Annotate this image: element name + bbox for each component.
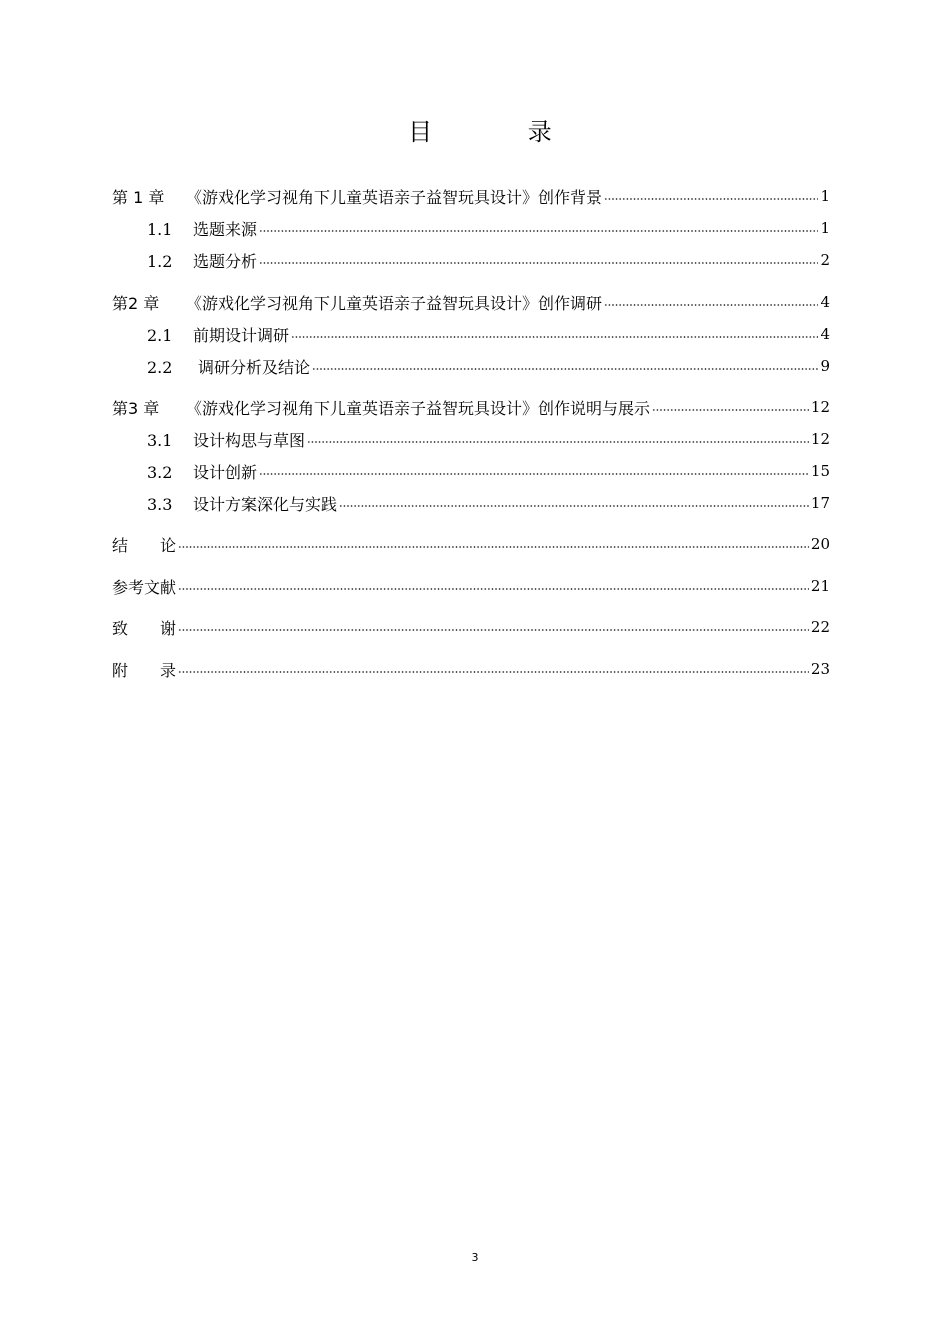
toc-dot-leader — [604, 198, 818, 200]
toc-dot-leader — [178, 588, 809, 590]
toc-dot-leader — [339, 505, 809, 507]
toc-section-number: 3.2 — [147, 462, 173, 482]
toc-section-number: 2.1 — [147, 325, 173, 345]
toc-chapter-number: 第2 章 — [112, 293, 160, 313]
toc-page-number: 17 — [810, 494, 830, 512]
toc-dot-leader — [307, 441, 809, 443]
toc-page-number: 4 — [820, 293, 830, 311]
toc-entry-chapter-2[interactable] — [112, 290, 830, 314]
toc-entry-section-1-2[interactable] — [147, 248, 830, 272]
toc-chapter-number: 第 1 章 — [112, 187, 165, 207]
toc-entry-section-2-1[interactable] — [147, 322, 830, 346]
toc-section-title: 设计构思与草图 — [193, 430, 306, 450]
toc-entry-chapter-3[interactable] — [112, 395, 830, 419]
toc-section-title: 设计创新 — [193, 462, 258, 482]
toc-dot-leader — [652, 409, 809, 411]
toc-dot-leader — [259, 473, 809, 475]
toc-page-number: 12 — [810, 398, 830, 416]
toc-page-number: 20 — [810, 535, 830, 553]
toc-page-number: 4 — [820, 325, 830, 343]
toc-page-number: 23 — [810, 660, 830, 678]
toc-section-title: 选题分析 — [193, 251, 258, 271]
toc-entry-chapter-1[interactable] — [112, 184, 830, 208]
toc-section-title: 调研分析及结论 — [198, 357, 311, 377]
toc-entry-title: 致 谢 — [112, 618, 177, 638]
toc-dot-leader — [178, 629, 809, 631]
toc-page-number: 15 — [810, 462, 830, 480]
toc-entry-title: 附 录 — [112, 660, 177, 680]
toc-entry-acknowledgements[interactable] — [112, 615, 830, 639]
toc-section-title: 选题来源 — [193, 219, 258, 239]
toc-dot-leader — [312, 368, 818, 370]
toc-section-title: 前期设计调研 — [193, 325, 290, 345]
toc-entry-title: 参考文献 — [112, 577, 177, 597]
toc-chapter-title: 《游戏化学习视角下儿童英语亲子益智玩具设计》创作说明与展示 — [186, 398, 651, 418]
toc-entry-section-1-1[interactable] — [147, 216, 830, 240]
toc-page-number: 21 — [810, 577, 830, 595]
toc-page-number: 12 — [810, 430, 830, 448]
toc-section-number: 3.1 — [147, 430, 173, 450]
toc-entry-section-3-2[interactable] — [147, 459, 830, 483]
toc-entry-references[interactable] — [112, 574, 830, 598]
page-number: 3 — [471, 1251, 479, 1264]
toc-entry-appendix[interactable] — [112, 657, 830, 681]
page-title: 目 录 — [408, 118, 596, 146]
toc-entry-title: 结 论 — [112, 535, 177, 555]
toc-section-number: 3.3 — [147, 494, 173, 514]
toc-entry-section-2-2[interactable] — [147, 354, 830, 378]
toc-page-number: 1 — [820, 219, 830, 237]
toc-section-title: 设计方案深化与实践 — [193, 494, 338, 514]
toc-section-number: 1.2 — [147, 251, 173, 271]
toc-dot-leader — [178, 671, 809, 673]
toc-chapter-title: 《游戏化学习视角下儿童英语亲子益智玩具设计》创作调研 — [186, 293, 603, 313]
toc-entry-section-3-1[interactable] — [147, 427, 830, 451]
toc-chapter-title: 《游戏化学习视角下儿童英语亲子益智玩具设计》创作背景 — [186, 187, 603, 207]
toc-section-number: 2.2 — [147, 357, 173, 377]
toc-dot-leader — [259, 262, 818, 264]
toc-page-number: 2 — [820, 251, 830, 269]
toc-dot-leader — [604, 304, 818, 306]
toc-page-number: 22 — [810, 618, 830, 636]
toc-page-number: 1 — [820, 187, 830, 205]
toc-page-number: 9 — [820, 357, 830, 375]
toc-section-number: 1.1 — [147, 219, 173, 239]
toc-entry-conclusion[interactable] — [112, 532, 830, 556]
toc-dot-leader — [178, 546, 809, 548]
toc-dot-leader — [259, 230, 818, 232]
toc-dot-leader — [291, 336, 818, 338]
toc-entry-section-3-3[interactable] — [147, 491, 830, 515]
toc-chapter-number: 第3 章 — [112, 398, 160, 418]
